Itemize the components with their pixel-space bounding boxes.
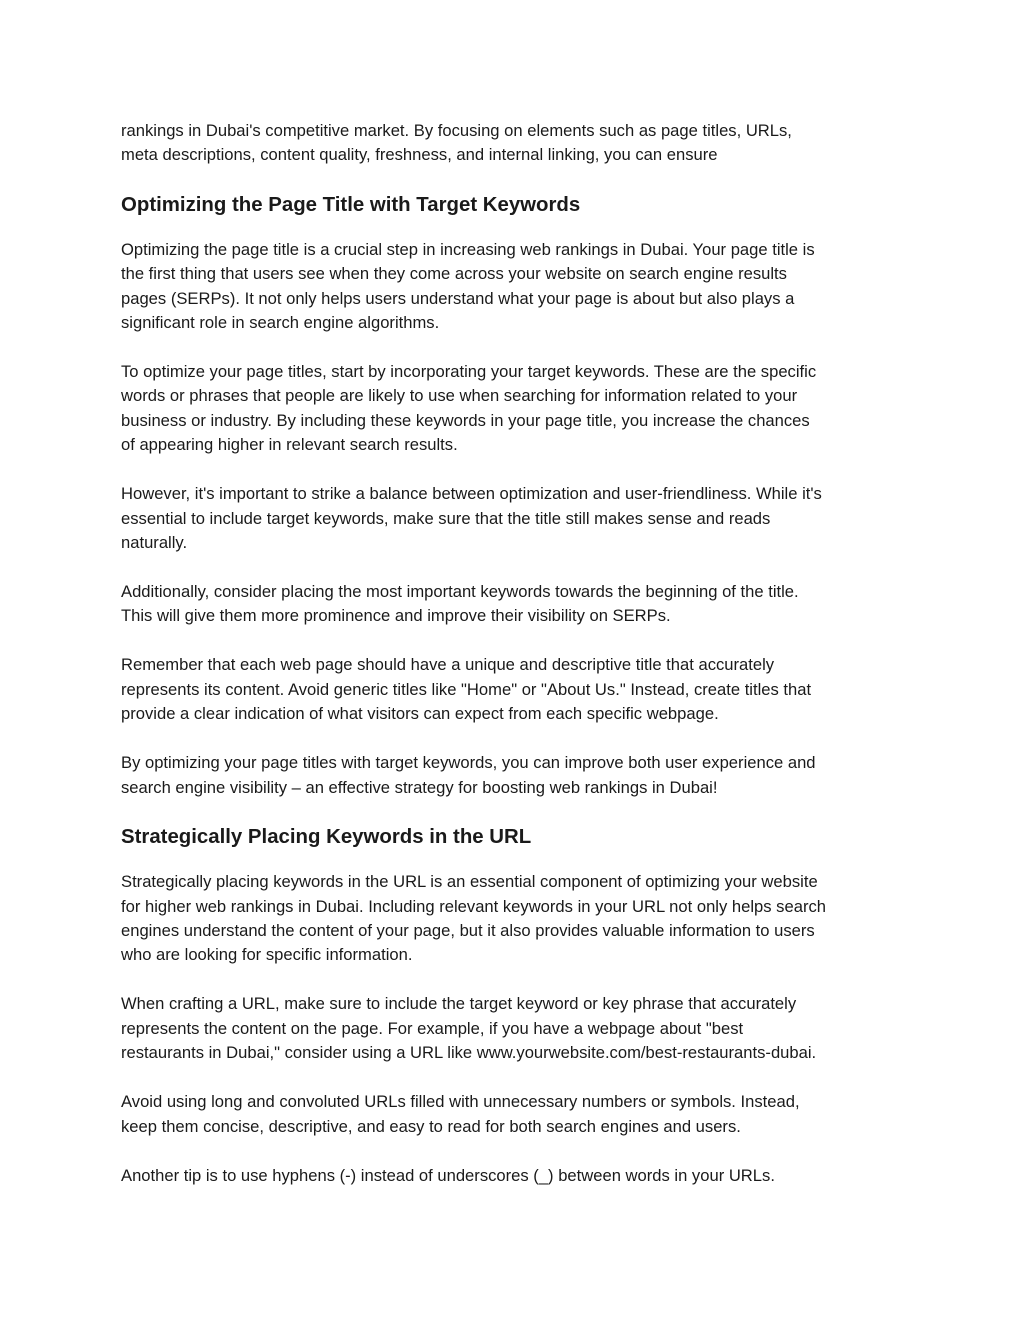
paragraph: However, it's important to strike a balance between optimization and user-friendliness. While it's essential to include target keywords, make sure that the title still makes sense and reads naturally.: [121, 484, 822, 553]
paragraph: Another tip is to use hyphens (-) instead of underscores (_) between words in your URLs.: [121, 1165, 775, 1185]
paragraph: Additionally, consider placing the most important keywords towards the beginning of the title. This will give them more prominence and improve their visibility on SERPs.: [121, 582, 799, 626]
paragraph: Remember that each web page should have a unique and descriptive title that accurately represents its content. Avoid generic titles like "Home" or "About Us." Instead, create titles that provide a clear indication of what visitors can expect from each specific webpage.: [121, 655, 812, 724]
paragraph: To optimize your page titles, start by incorporating your target keywords. These are the specific words or phrases that people are likely to use when searching for information related to your business or industry. By including these keywords in your page title, you increase the chances of appearing higher in relevant search results.: [121, 362, 817, 455]
paragraph: Strategically placing keywords in the URL is an essential component of optimizing your website for higher web rankings in Dubai. Including relevant keywords in your URL not only helps search engines understand the content of your page, but it also provides valuable information to users who are looking for specific information.: [121, 872, 826, 965]
paragraph: Optimizing the page title is a crucial step in increasing web rankings in Dubai. Your page title is the first thing that users see when they come across your website on search engine results pages (SERPs). It not only helps users understand what your page is about but also plays a significant role in search engine algorithms.: [121, 239, 815, 333]
intro-paragraph: rankings in Dubai's competitive market. By focusing on elements such as page titles, URLs, meta descriptions, content quality, freshness, and internal linking, you can ensure: [121, 121, 792, 165]
paragraph: By optimizing your page titles with target keywords, you can improve both user experience and search engine visibility – an effective strategy for boosting web rankings in Dubai!: [121, 753, 816, 797]
document-page: [121, 119, 911, 1188]
section-heading-url: Strategically Placing Keywords in the URL: [121, 826, 532, 849]
section-heading-page-title: Optimizing the Page Title with Target Keywords: [121, 193, 581, 216]
paragraph: Avoid using long and convoluted URLs filled with unnecessary numbers or symbols. Instead, keep them concise, descriptive, and easy to read for both search engines and users.: [121, 1092, 800, 1136]
paragraph: When crafting a URL, make sure to include the target keyword or key phrase that accurately represents the content on the page. For example, if you have a webpage about "best restaurants in Dubai," consider using a URL like www.yourwebsite.com/best-restaurants-dubai.: [121, 994, 817, 1063]
